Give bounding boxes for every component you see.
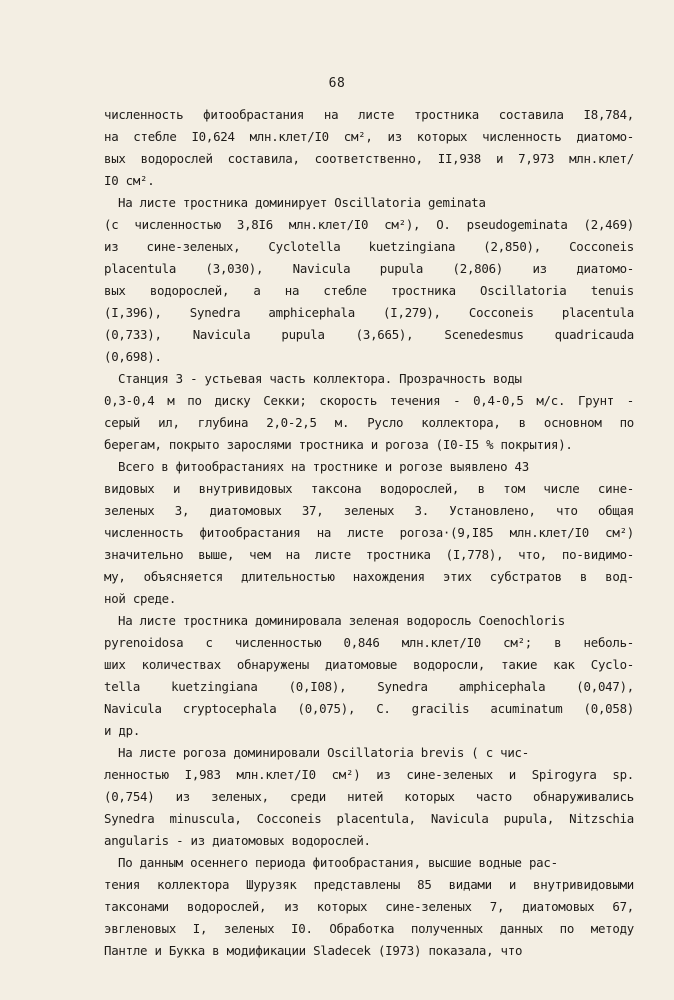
- text-line: На листе тростника доминирует Oscillatoria geminata: [118, 195, 486, 210]
- text-line: (с численностью 3,8I6 млн.клет/I0 см²), O. pseudogeminata (2,469): [104, 217, 634, 232]
- text-line: вых водорослей составила, соответственно, II,938 и 7,973 млн.клет/: [104, 151, 634, 166]
- text-line: На листе тростника доминировала зеленая водоросль Coenochloris: [118, 613, 566, 628]
- text-line: тения коллектора Шурузяк представлены 85 видами и внутривидовыми: [104, 877, 634, 892]
- text-line: angularis - из диатомовых водорослей.: [104, 833, 371, 848]
- text-line: значительно выше, чем на листе тростника (I,778), что, по-видимо-: [104, 547, 634, 562]
- text-line: (0,733), Navicula pupula (3,665), Scenedesmus quadricauda: [104, 327, 634, 342]
- text-line: Navicula cryptocephala (0,075), C. gracilis acuminatum (0,058): [104, 701, 634, 716]
- text-line: из сине-зеленых, Cyclotella kuetzingiana (2,850), Cocconeis: [104, 239, 634, 254]
- text-line: (0,754) из зеленых, среди нитей которых часто обнаруживались: [104, 789, 634, 804]
- text-line: Пантле и Букка в модификации Sladecek (I973) показала, что: [104, 943, 523, 958]
- text-line: ной среде.: [104, 591, 177, 606]
- text-line: Станция 3 - устьевая часть коллектора. Прозрачность воды: [118, 371, 522, 386]
- text-line: вых водорослей, а на стебле тростника Oscillatoria tenuis: [104, 283, 634, 298]
- text-line: tella kuetzingiana (0,I08), Synedra amphicephala (0,047),: [104, 679, 634, 694]
- text-line: берегам, покрыто зарослями тростника и рогоза (I0-I5 % покрытия).: [104, 437, 573, 452]
- text-line: pyrenoidosa с численностью 0,846 млн.клет/I0 см²; в неболь-: [104, 635, 634, 650]
- text-line: (0,698).: [104, 349, 162, 364]
- text-line: По данным осеннего периода фитообрастания, высшие водные рас-: [118, 855, 558, 870]
- text-line: placentula (3,030), Navicula pupula (2,806) из диатомо-: [104, 261, 634, 276]
- text-line: ших количествах обнаружены диатомовые водоросли, такие как Cyclo-: [104, 657, 634, 672]
- text-line: ленностью I,983 млн.клет/I0 см²) из сине-зеленых и Spirogyra sp.: [104, 767, 634, 782]
- text-line: зеленых 3, диатомовых 37, зеленых 3. Установлено, что общая: [104, 503, 634, 518]
- text-line: На листе рогоза доминировали Oscillatoria brevis ( с чис-: [118, 745, 529, 760]
- text-line: I0 см².: [104, 173, 155, 188]
- text-line: на стебле I0,624 млн.клет/I0 см², из которых численность диатомо-: [104, 129, 634, 144]
- text-line: Всего в фитообрастаниях на тростнике и рогозе выявлено 43: [118, 459, 529, 474]
- text-line: численность фитообрастания на листе рогоза·(9,I85 млн.клет/I0 см²): [104, 525, 634, 540]
- text-line: видовых и внутривидовых таксона водорослей, в том числе сине-: [104, 481, 634, 496]
- text-line: и др.: [104, 723, 141, 738]
- text-line: (I,396), Synedra amphicephala (I,279), Cocconeis placentula: [104, 305, 634, 320]
- text-line: эвгленовых I, зеленых I0. Обработка полученных данных по методу: [104, 921, 634, 936]
- document-body: [104, 104, 634, 962]
- page-number: 68: [328, 76, 346, 91]
- text-line: Synedra minuscula, Cocconeis placentula, Navicula pupula, Nitzschia: [104, 811, 634, 826]
- text-line: 0,3-0,4 м по диску Секки; скорость течения - 0,4-0,5 м/с. Грунт -: [104, 393, 634, 408]
- text-line: му, объясняется длительностью нахождения этих субстратов в вод-: [104, 569, 634, 584]
- text-line: численность фитообрастания на листе тростника составила I8,784,: [104, 107, 634, 122]
- text-line: таксонами водорослей, из которых сине-зеленых 7, диатомовых 67,: [104, 899, 634, 914]
- text-line: серый ил, глубина 2,0-2,5 м. Русло коллектора, в основном по: [104, 415, 634, 430]
